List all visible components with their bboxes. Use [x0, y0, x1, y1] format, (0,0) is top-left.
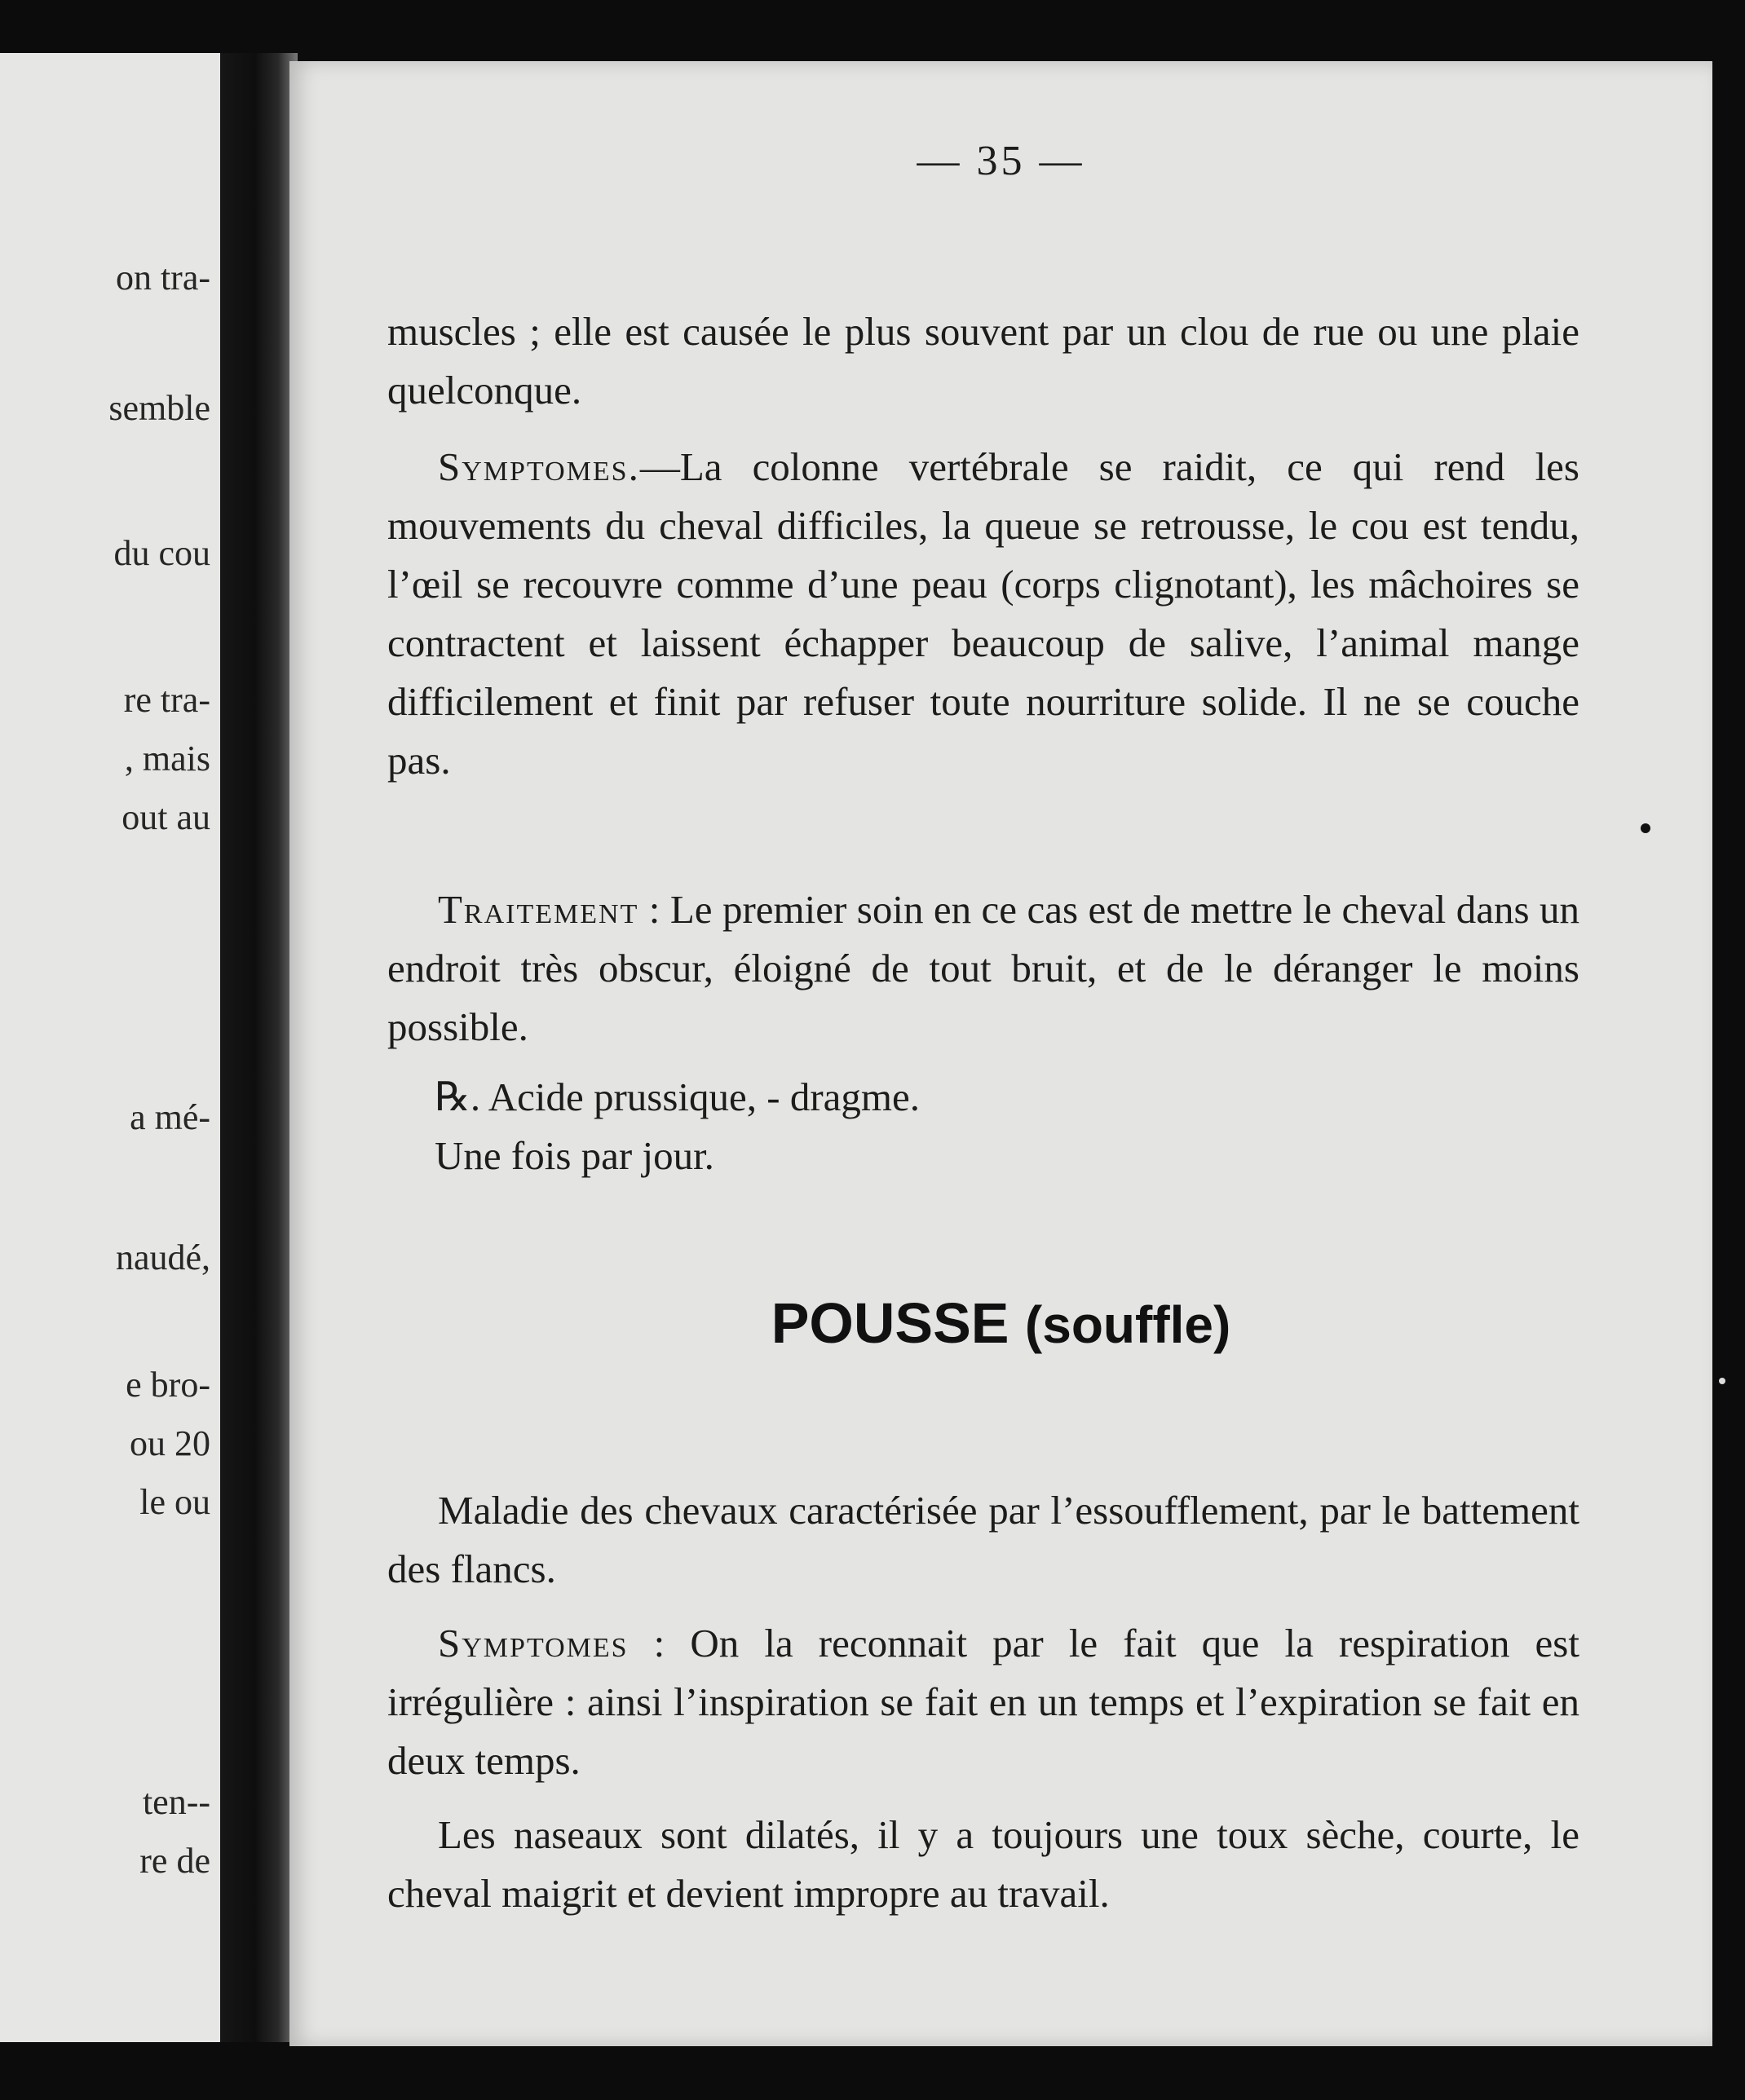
section-heading	[289, 1290, 1712, 1356]
left-page-line: e bro-	[126, 1365, 210, 1405]
left-page-line: le ou	[139, 1482, 210, 1522]
section-subtitle: (souffle)	[1024, 1295, 1231, 1354]
paragraph-continuation: muscles ; elle est causée le plus souvent par un clou de rue ou une plaie quelconque.	[387, 309, 1579, 412]
left-page-line: ou 20	[130, 1423, 210, 1463]
paragraph-label: Traitement	[438, 887, 639, 932]
paragraph-pousse-intro: Maladie des chevaux caractérisée par l’essoufflement, par le battement des flancs.	[387, 1488, 1579, 1591]
paragraph-pousse-signs: Les naseaux sont dilatés, il y a toujours une toux sèche, courte, le cheval maigrit et devient impropre au travail.	[387, 1812, 1579, 1916]
left-page-line: , mais	[124, 739, 210, 779]
left-page-line: du cou	[113, 533, 210, 573]
paragraph-label: Symptomes	[438, 1621, 629, 1665]
scan-speck	[1719, 1378, 1725, 1384]
paragraph-body: : Le premier soin en ce cas est de mettre le cheval dans un endroit très obscur, éloigné de tout bruit, et de le déranger le moins possible.	[387, 887, 1579, 1049]
page-number: — 35 —	[917, 138, 1085, 184]
left-page-fragment	[0, 53, 220, 2042]
prescription-line: ℞. Acide prussique, - dragme.	[435, 1074, 921, 1119]
left-page-line: ten--	[142, 1782, 210, 1822]
paragraph-tetanos-symptoms	[387, 438, 1579, 790]
paragraph-label: Symptomes.	[438, 444, 640, 489]
paragraph-body: —La colonne vertébrale se raidit, ce qui rend les mouvements du cheval difficiles, la queue se retrousse, le cou est tendu, l’œil se recouvre comme d’une peau (corps clignotant), les mâchoires se contractent et laissent échapper beaucoup de salive, l’animal mange difficilement et finit par refuser toute nourriture solide. Il ne se couche pas.	[387, 444, 1579, 783]
section-title: POUSSE	[771, 1291, 1009, 1355]
paragraph-body: : On la reconnait par le fait que la respiration est irrégulière : ainsi l’inspiration se fait en un temps et l’expiration se fait en deux temps.	[387, 1621, 1579, 1783]
prescription-dosage: Une fois par jour.	[435, 1133, 714, 1178]
left-page-line: naudé,	[115, 1238, 210, 1277]
left-page-line: re de	[139, 1841, 210, 1881]
paragraph-pousse-symptoms	[387, 1614, 1579, 1790]
left-page-line: on tra-	[115, 258, 210, 298]
left-page-line: re tra-	[123, 680, 210, 720]
book-gutter-shadow	[220, 53, 298, 2042]
left-page-line: a mé-	[130, 1097, 210, 1137]
right-page	[289, 61, 1712, 2046]
scan-speck	[1641, 823, 1650, 833]
left-page-line: out au	[121, 797, 210, 837]
paragraph-tetanos-treatment	[387, 880, 1579, 1057]
left-page-line: semble	[108, 388, 210, 428]
